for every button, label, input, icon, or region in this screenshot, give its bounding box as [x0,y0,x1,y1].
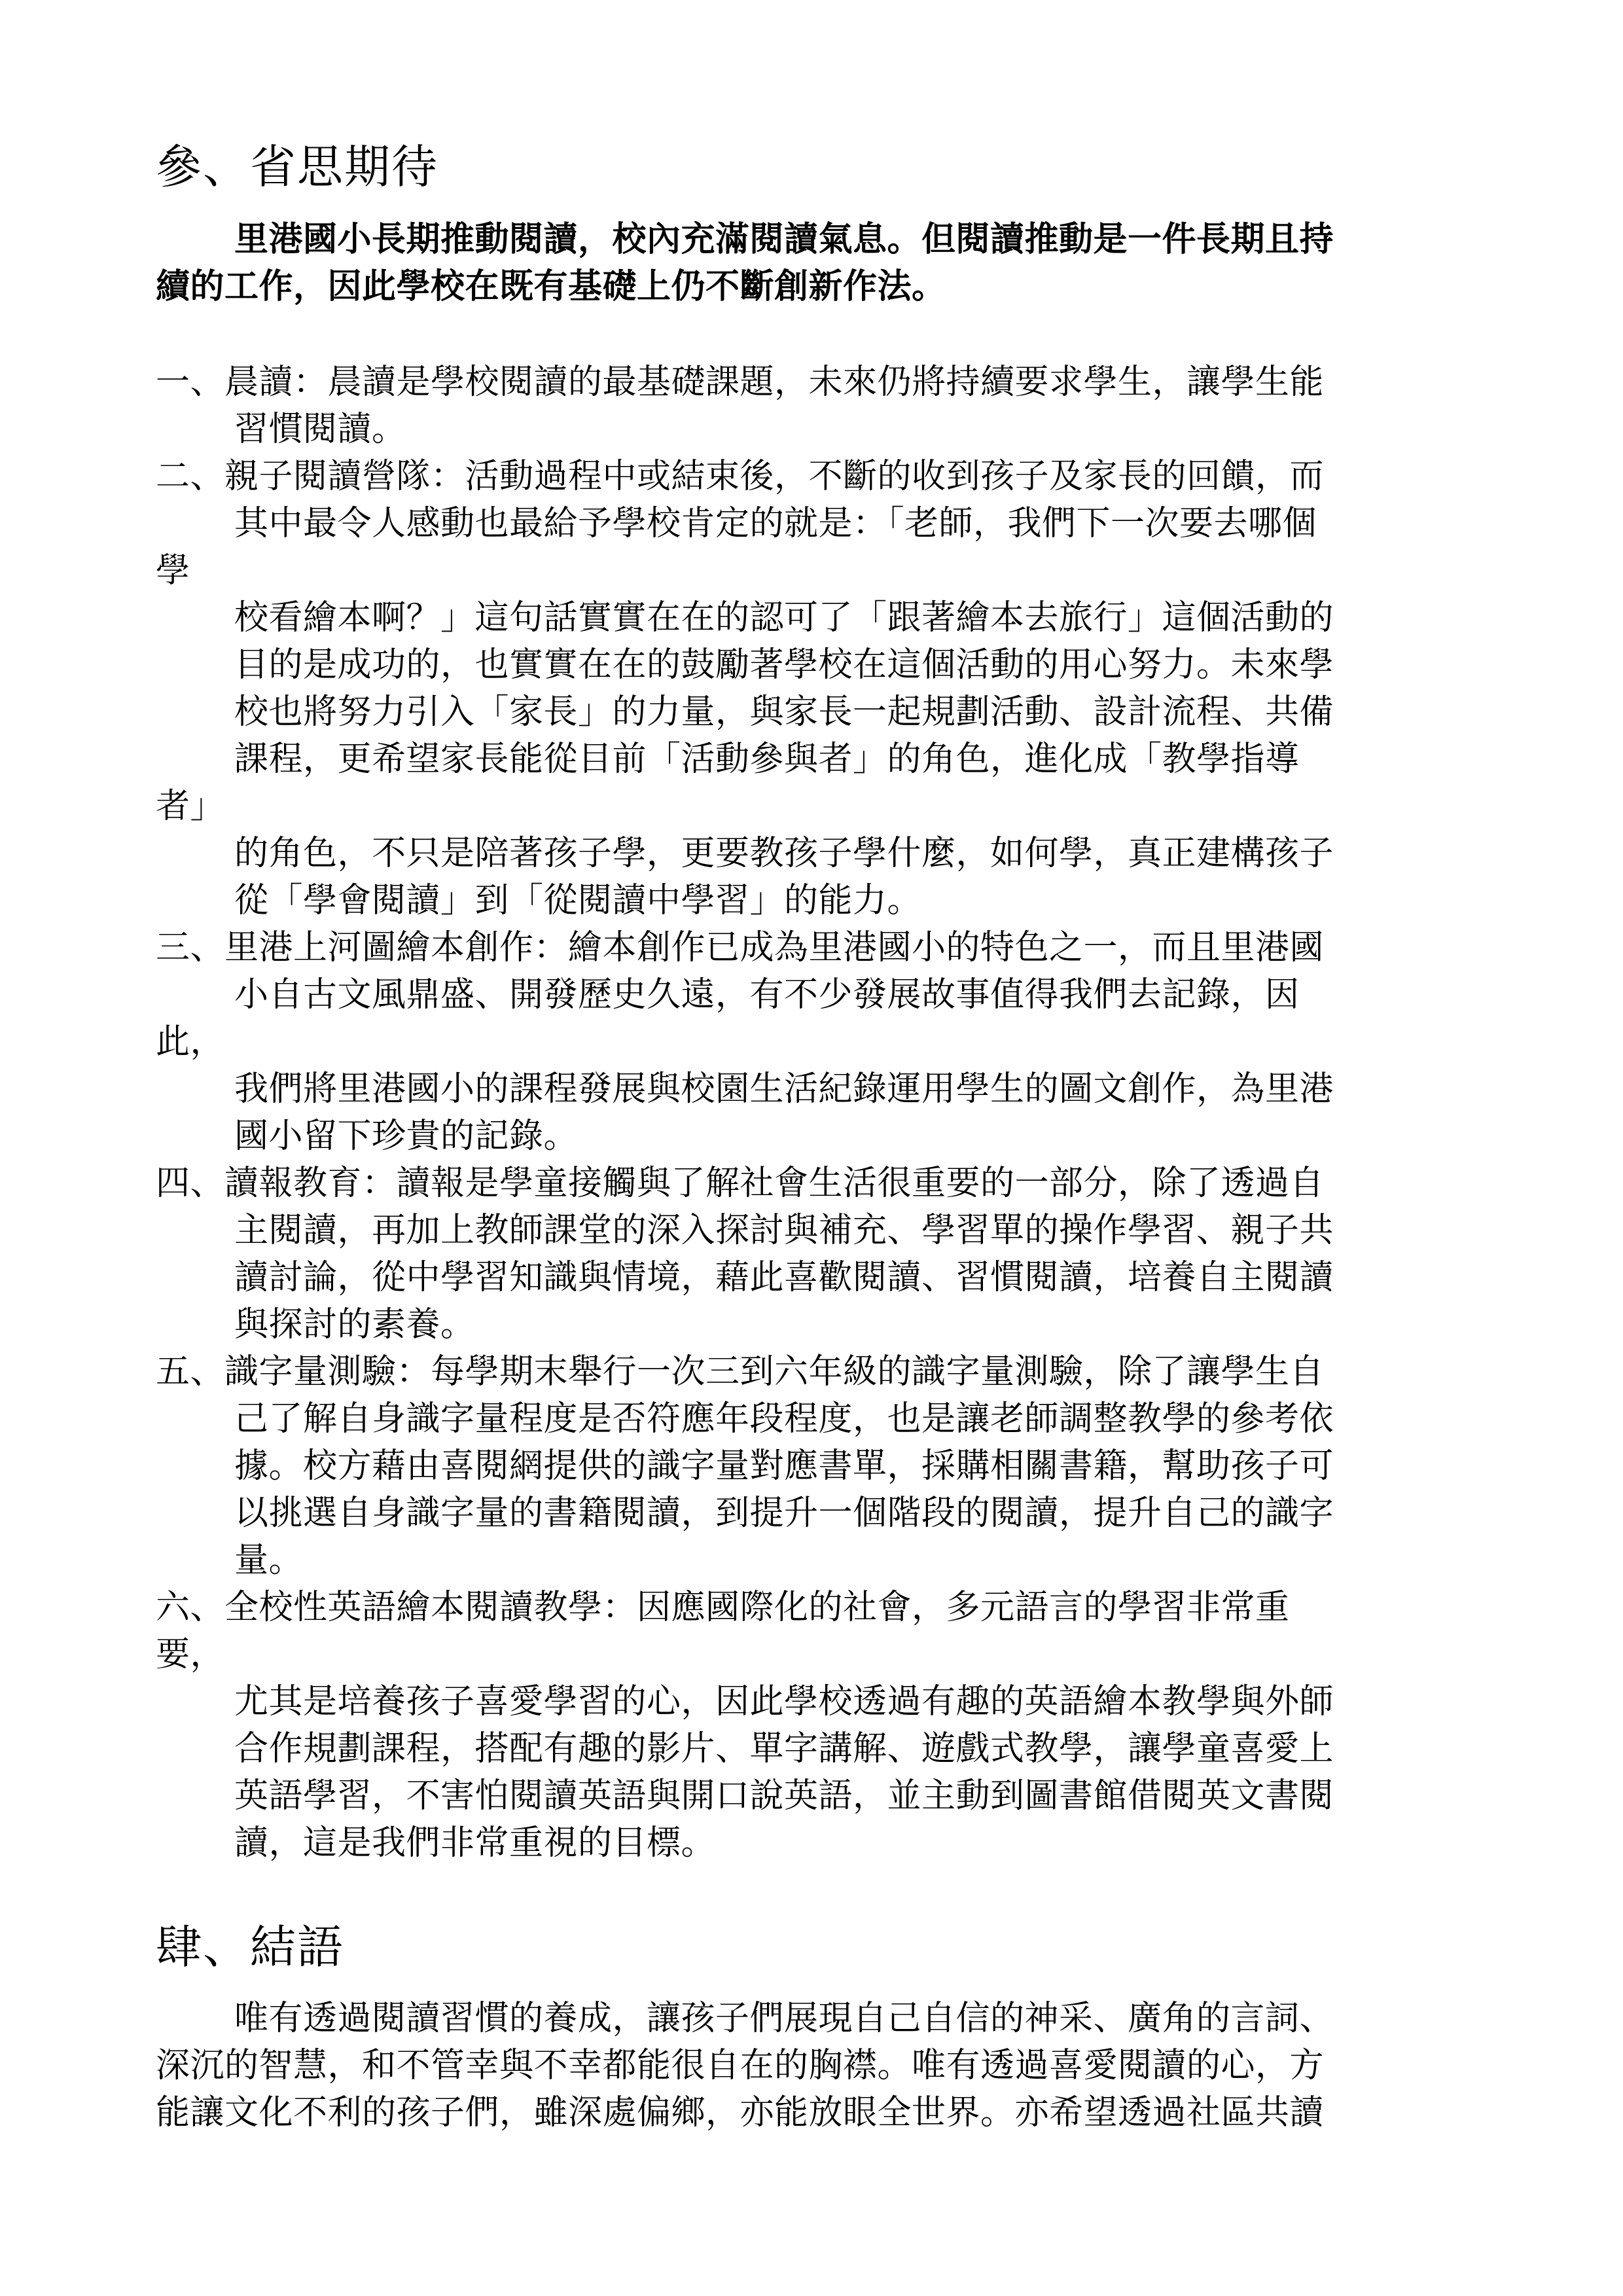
list-item-2-line-8: 者」 [156,787,225,826]
list-item-2-line-3: 學 [156,551,190,590]
list-item-5-line-2: 己了解自身識字量程度是否符應年段程度，也是讓老師調整教學的參考依 [234,1399,1334,1439]
list-item-5-line-5: 量。 [234,1541,304,1580]
section-3-intro-line-2: 續的工作，因此學校在既有基礎上仍不斷創新作法。 [156,266,946,306]
list-item-5-line-1: 五、識字量測驗：每學期末舉行一次三到六年級的識字量測驗，除了讓學生自 [156,1352,1325,1391]
section-3-intro-line-1: 里港國小長期推動閱讀，校內充滿閱讀氣息。但閱讀推動是一件長期且持 [234,219,1334,259]
list-item-2-line-1: 二、親子閱讀營隊：活動過程中或結束後，不斷的收到孩子及家長的回饋，而 [156,457,1325,496]
list-item-3-line-5: 國小留下珍貴的記錄。 [234,1117,579,1156]
list-item-3-line-3: 此， [156,1022,225,1062]
list-item-6-line-3: 尤其是培養孩子喜愛學習的心，因此學校透過有趣的英語繪本教學與外師 [234,1682,1334,1721]
list-item-4-line-4: 與探討的素養。 [234,1305,475,1344]
section-4-heading: 肆、結語 [156,1920,344,1974]
list-item-6-line-4: 合作規劃課程，搭配有趣的影片、單字講解、遊戲式教學，讓學童喜愛上 [234,1729,1334,1768]
list-item-2-line-6: 校也將努力引入「家長」的力量，與家長一起規劃活動、設計流程、共備 [234,692,1334,732]
list-item-1-line-2: 習慣閱讀。 [234,410,406,449]
list-item-4-line-2: 主閱讀，再加上教師課堂的深入探討與補充、學習單的操作學習、親子共 [234,1211,1334,1250]
list-item-1-line-1: 一、晨讀：晨讀是學校閱讀的最基礎課題，未來仍將持續要求學生，讓學生能 [156,363,1325,402]
list-item-4-line-3: 讀討論，從中學習知識與情境，藉此喜歡閱讀、習慣閱讀，培養自主閱讀 [234,1258,1334,1297]
list-item-5-line-4: 以挑選自身識字量的書籍閱讀，到提升一個階段的閱讀，提升自己的識字 [234,1494,1334,1533]
list-item-2-line-9: 的角色，不只是陪著孩子學，更要教孩子學什麼，如何學，真正建構孩子 [234,834,1334,873]
list-item-6-line-6: 讀，這是我們非常重視的目標。 [234,1823,716,1863]
list-item-6-line-1: 六、全校性英語繪本閱讀教學：因應國際化的社會，多元語言的學習非常重 [156,1588,1290,1627]
section-4-body-line-3: 能讓文化不利的孩子們，雖深處偏鄉，亦能放眼全世界。亦希望透過社區共讀 [156,2093,1325,2132]
section-4-body-line-2: 深沉的智慧，和不管幸與不幸都能很自在的胸襟。唯有透過喜愛閱讀的心，方 [156,2046,1325,2085]
list-item-5-line-3: 據。校方藉由喜閱網提供的識字量對應書單，採購相關書籍，幫助孩子可 [234,1446,1334,1486]
list-item-4-line-1: 四、讀報教育：讀報是學童接觸與了解社會生活很重要的一部分，除了透過自 [156,1164,1325,1203]
section-4-body-line-1: 唯有透過閱讀習慣的養成，讓孩子們展現自己自信的神采、廣角的言詞、 [234,1999,1334,2038]
list-item-6-line-2: 要， [156,1635,225,1674]
list-item-3-line-4: 我們將里港國小的課程發展與校園生活紀錄運用學生的圖文創作，為里港 [234,1069,1334,1109]
list-item-2-line-4: 校看繪本啊？」這句話實實在在的認可了「跟著繪本去旅行」這個活動的 [234,598,1334,637]
list-item-2-line-5: 目的是成功的，也實實在在的鼓勵著學校在這個活動的用心努力。未來學 [234,645,1334,685]
list-item-2-line-2: 其中最令人感動也最給予學校肯定的就是：「老師，我們下一次要去哪個 [234,504,1317,543]
list-item-2-line-10: 從「學會閱讀」到「從閱讀中學習」的能力。 [234,881,922,920]
list-item-3-line-2: 小自古文風鼎盛、開發歷史久遠，有不少發展故事值得我們去記錄，因 [234,975,1300,1014]
list-item-3-line-1: 三、里港上河圖繪本創作：繪本創作已成為里港國小的特色之一，而且里港國 [156,928,1325,967]
section-3-heading: 參、省思期待 [156,140,438,194]
list-item-2-line-7: 課程，更希望家長能從目前「活動參與者」的角色，進化成「教學指導 [234,740,1300,779]
list-item-6-line-5: 英語學習，不害怕閱讀英語與開口說英語，並主動到圖書館借閱英文書閱 [234,1776,1334,1816]
